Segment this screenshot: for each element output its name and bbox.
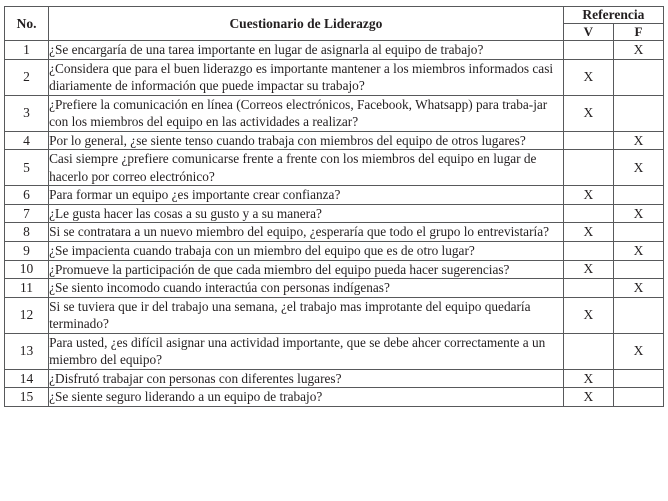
row-mark-false[interactable]: X xyxy=(613,333,663,369)
table-row xyxy=(5,95,664,131)
row-mark-false[interactable] xyxy=(613,388,663,407)
row-mark-true[interactable] xyxy=(563,242,613,261)
row-number: 14 xyxy=(5,369,49,388)
row-question: Casi siempre ¿prefiere comunicarse frente a frente con los miembros del equipo en lugar de hacerlo por correo electrónico? xyxy=(49,150,564,186)
row-mark-true[interactable] xyxy=(563,41,613,60)
table-row xyxy=(5,333,664,369)
row-question: Si se contratara a un nuevo miembro del equipo, ¿esperaría que todo el grupo lo entrevistaría? xyxy=(49,223,564,242)
row-mark-true[interactable] xyxy=(563,131,613,150)
column-header-number: No. xyxy=(5,7,49,41)
row-mark-true[interactable]: X xyxy=(563,223,613,242)
table-row xyxy=(5,369,664,388)
column-header-true: V xyxy=(563,24,613,41)
row-mark-true[interactable]: X xyxy=(563,186,613,205)
row-question: Si se tuviera que ir del trabajo una semana, ¿el trabajo mas improtante del equipo quedaría terminado? xyxy=(49,297,564,333)
table-row xyxy=(5,260,664,279)
row-mark-true[interactable]: X xyxy=(563,95,613,131)
row-mark-true[interactable]: X xyxy=(563,260,613,279)
row-question: ¿Promueve la participación de que cada miembro del equipo pueda hacer sugerencias? xyxy=(49,260,564,279)
row-question: ¿Le gusta hacer las cosas a su gusto y a su manera? xyxy=(49,204,564,223)
table-row xyxy=(5,279,664,298)
row-mark-true[interactable] xyxy=(563,279,613,298)
table-row xyxy=(5,131,664,150)
row-mark-true[interactable]: X xyxy=(563,297,613,333)
row-number: 9 xyxy=(5,242,49,261)
row-question: ¿Se siento incomodo cuando interactúa con personas indígenas? xyxy=(49,279,564,298)
row-mark-true[interactable] xyxy=(563,333,613,369)
row-question: ¿Se impacienta cuando trabaja con un miembro del equipo que es de otro lugar? xyxy=(49,242,564,261)
table-row xyxy=(5,242,664,261)
row-mark-false[interactable]: X xyxy=(613,131,663,150)
row-number: 13 xyxy=(5,333,49,369)
row-number: 7 xyxy=(5,204,49,223)
row-number: 6 xyxy=(5,186,49,205)
table-row xyxy=(5,223,664,242)
row-question: ¿Disfrutó trabajar con personas con diferentes lugares? xyxy=(49,369,564,388)
row-number: 5 xyxy=(5,150,49,186)
row-mark-false[interactable] xyxy=(613,260,663,279)
table-row xyxy=(5,150,664,186)
row-question: Para formar un equipo ¿es importante crear confianza? xyxy=(49,186,564,205)
row-number: 11 xyxy=(5,279,49,298)
row-number: 8 xyxy=(5,223,49,242)
row-number: 1 xyxy=(5,41,49,60)
row-mark-false[interactable]: X xyxy=(613,41,663,60)
row-question: Para usted, ¿es difícil asignar una actividad importante, que se debe ahcer correctamente a un miembro del equipo? xyxy=(49,333,564,369)
table-row xyxy=(5,297,664,333)
row-mark-false[interactable]: X xyxy=(613,279,663,298)
row-mark-false[interactable] xyxy=(613,59,663,95)
row-number: 12 xyxy=(5,297,49,333)
row-mark-true[interactable] xyxy=(563,150,613,186)
row-question: ¿Prefiere la comunicación en línea (Correos electrónicos, Facebook, Whatsapp) para traba-jar con los miembros del equipo en las actividades a realizar? xyxy=(49,95,564,131)
row-mark-false[interactable]: X xyxy=(613,204,663,223)
row-mark-false[interactable] xyxy=(613,95,663,131)
row-mark-true[interactable]: X xyxy=(563,369,613,388)
row-mark-false[interactable] xyxy=(613,186,663,205)
table-row xyxy=(5,388,664,407)
table-row xyxy=(5,186,664,205)
row-mark-true[interactable] xyxy=(563,204,613,223)
row-question: ¿Considera que para el buen liderazgo es importante mantener a los miembros informados casi diariamente de información que puede impactar su trabajo? xyxy=(49,59,564,95)
row-number: 10 xyxy=(5,260,49,279)
row-mark-true[interactable]: X xyxy=(563,59,613,95)
row-mark-false[interactable] xyxy=(613,369,663,388)
table-row xyxy=(5,59,664,95)
row-number: 4 xyxy=(5,131,49,150)
row-mark-true[interactable]: X xyxy=(563,388,613,407)
column-header-false: F xyxy=(613,24,663,41)
row-mark-false[interactable]: X xyxy=(613,242,663,261)
row-mark-false[interactable] xyxy=(613,223,663,242)
row-mark-false[interactable] xyxy=(613,297,663,333)
row-question: ¿Se encargaría de una tarea importante en lugar de asignarla al equipo de trabajo? xyxy=(49,41,564,60)
table-row xyxy=(5,204,664,223)
column-header-question: Cuestionario de Liderazgo xyxy=(49,7,564,41)
row-question: ¿Se siente seguro liderando a un equipo de trabajo? xyxy=(49,388,564,407)
table-header xyxy=(5,7,664,41)
header-row-primary xyxy=(5,7,664,24)
row-question: Por lo general, ¿se siente tenso cuando trabaja con miembros del equipo de otros lugares? xyxy=(49,131,564,150)
table-body xyxy=(5,41,664,407)
row-number: 2 xyxy=(5,59,49,95)
row-mark-false[interactable]: X xyxy=(613,150,663,186)
table-row xyxy=(5,41,664,60)
questionnaire-table xyxy=(4,6,664,407)
row-number: 15 xyxy=(5,388,49,407)
column-header-reference: Referencia xyxy=(563,7,663,24)
row-number: 3 xyxy=(5,95,49,131)
